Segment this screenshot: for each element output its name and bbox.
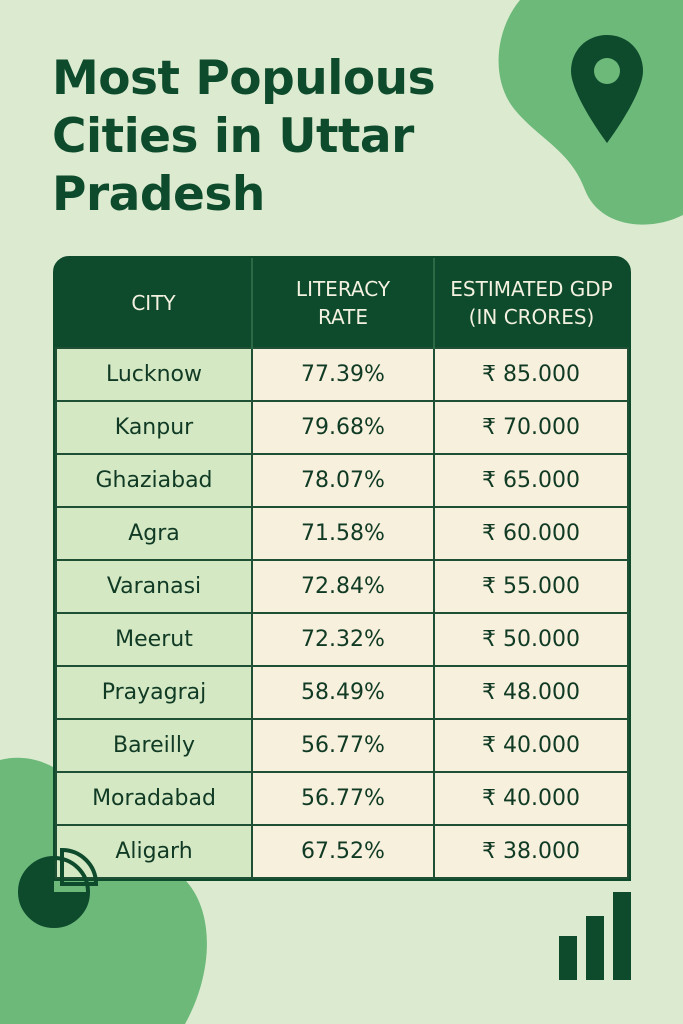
map-pin-icon [569,33,645,145]
gdp-cell: ₹ 40.000 [434,772,628,825]
literacy-cell: 79.68% [252,401,434,454]
gdp-cell: ₹ 50.000 [434,613,628,666]
city-cell: Kanpur [56,401,252,454]
table-row [56,772,628,825]
gdp-cell: ₹ 40.000 [434,719,628,772]
table-row [56,719,628,772]
gdp-cell: ₹ 48.000 [434,666,628,719]
page-title: Most Populous Cities in Uttar Pradesh [52,51,436,222]
literacy-cell: 58.49% [252,666,434,719]
city-cell: Agra [56,507,252,560]
literacy-cell: 72.32% [252,613,434,666]
table-row [56,507,628,560]
table-row [56,348,628,401]
city-cell: Varanasi [56,560,252,613]
table-row [56,613,628,666]
city-table [53,256,631,881]
gdp-cell: ₹ 85.000 [434,348,628,401]
bar-chart-icon [555,890,637,982]
literacy-cell: 56.77% [252,719,434,772]
table-row [56,666,628,719]
gdp-cell: ₹ 38.000 [434,825,628,878]
literacy-cell: 71.58% [252,507,434,560]
column-header-gdp: ESTIMATED GDP (IN CRORES) [434,258,628,348]
city-cell: Lucknow [56,348,252,401]
city-cell: Moradabad [56,772,252,825]
table-row [56,401,628,454]
table-row [56,454,628,507]
column-header-literacy: LITERACY RATE [252,258,434,348]
city-cell: Bareilly [56,719,252,772]
literacy-cell: 67.52% [252,825,434,878]
gdp-cell: ₹ 55.000 [434,560,628,613]
column-header-city: CITY [56,258,252,348]
literacy-cell: 72.84% [252,560,434,613]
gdp-cell: ₹ 60.000 [434,507,628,560]
table-row [56,825,628,878]
gdp-cell: ₹ 70.000 [434,401,628,454]
city-cell: Ghaziabad [56,454,252,507]
literacy-cell: 78.07% [252,454,434,507]
city-cell: Prayagraj [56,666,252,719]
table-row [56,560,628,613]
literacy-cell: 77.39% [252,348,434,401]
gdp-cell: ₹ 65.000 [434,454,628,507]
literacy-cell: 56.77% [252,772,434,825]
pie-chart-icon [10,842,106,938]
city-cell: Aligarh [56,825,252,878]
city-cell: Meerut [56,613,252,666]
